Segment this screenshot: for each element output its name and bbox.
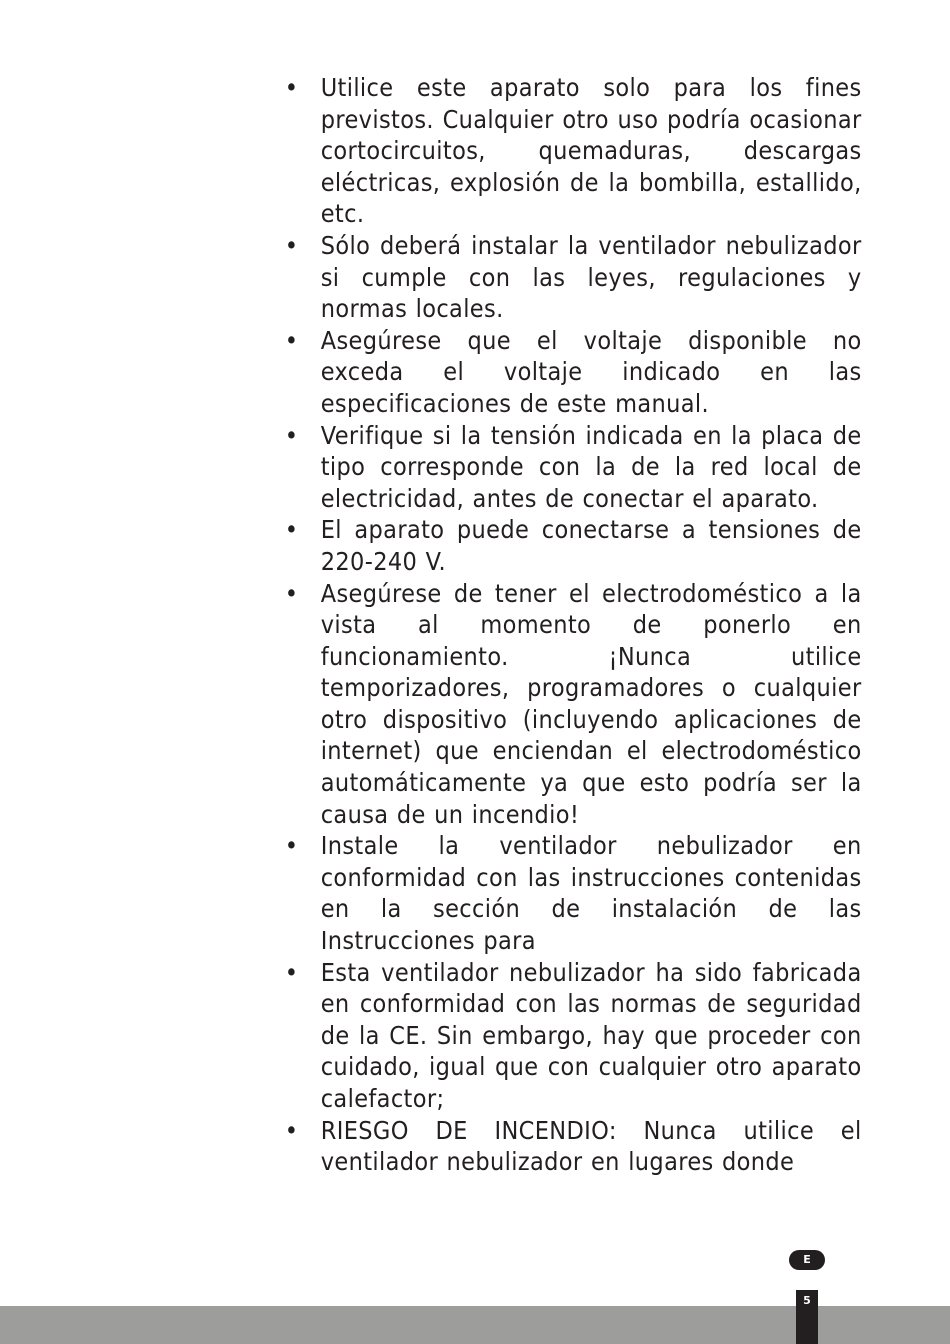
bullet-icon: • <box>284 73 299 102</box>
list-item <box>282 420 862 515</box>
bullet-icon: • <box>284 1115 299 1145</box>
list-item-text: Sólo deberá instalar la ventilador nebulizador si cumple con las leyes, regulaciones y normas locales. <box>320 230 862 324</box>
language-badge: E <box>789 1250 825 1270</box>
list-item <box>282 72 862 230</box>
safety-instructions <box>282 72 868 1178</box>
bullet-icon: • <box>284 515 299 545</box>
bullet-icon: • <box>284 831 299 861</box>
list-item-text: Instale la ventilador nebulizador en conformidad con las instrucciones contenidas en la sección de instalación de las Instrucciones para <box>320 831 862 956</box>
list-item-text: El aparato puede conectarse a tensiones de 220-240 V. <box>320 515 862 576</box>
bullet-list <box>282 72 868 1178</box>
list-item-text: RIESGO DE INCENDIO: Nunca utilice el ventilador nebulizador en lugares donde <box>320 1115 862 1177</box>
bullet-icon: • <box>284 420 299 450</box>
bullet-icon: • <box>284 578 299 608</box>
list-item-text: Verifique si la tensión indicada en la placa de tipo corresponde con la de la red local de electricidad, antes de conectar el aparato. <box>320 420 862 513</box>
page-number: 5 <box>796 1290 818 1344</box>
list-item <box>282 578 862 831</box>
bullet-icon: • <box>284 957 299 987</box>
list-item <box>282 1115 862 1178</box>
bullet-icon: • <box>284 325 299 355</box>
list-item <box>282 325 862 420</box>
list-item-text: Asegúrese que el voltaje disponible no exceda el voltaje indicado en las especificaciones de este manual. <box>320 325 862 418</box>
bullet-icon: • <box>284 230 299 260</box>
list-item <box>282 230 862 325</box>
list-item-text: Utilice este aparato solo para los fines previstos. Cualquier otro uso podría ocasionar cortocircuitos, quemaduras, descargas eléctricas, explosión de la bombilla, estallido, etc. <box>320 73 862 229</box>
list-item <box>282 514 862 577</box>
list-item <box>282 830 862 956</box>
list-item-text: Asegúrese de tener el electrodoméstico a la vista al momento de ponerlo en funcionamiento. ¡Nunca utilice temporizadores, programadores o cualquier otro dispositivo (incluyendo aplicaciones de internet) que enciendan el electrodoméstico automáticamente ya que esto podría ser la causa de un incendio! <box>320 578 862 829</box>
list-item-text: Esta ventilador nebulizador ha sido fabricada en conformidad con las normas de seguridad de la CE. Sin embargo, hay que proceder con cuidado, igual que con cualquier otro aparato calefactor; <box>320 957 862 1113</box>
list-item <box>282 957 862 1115</box>
